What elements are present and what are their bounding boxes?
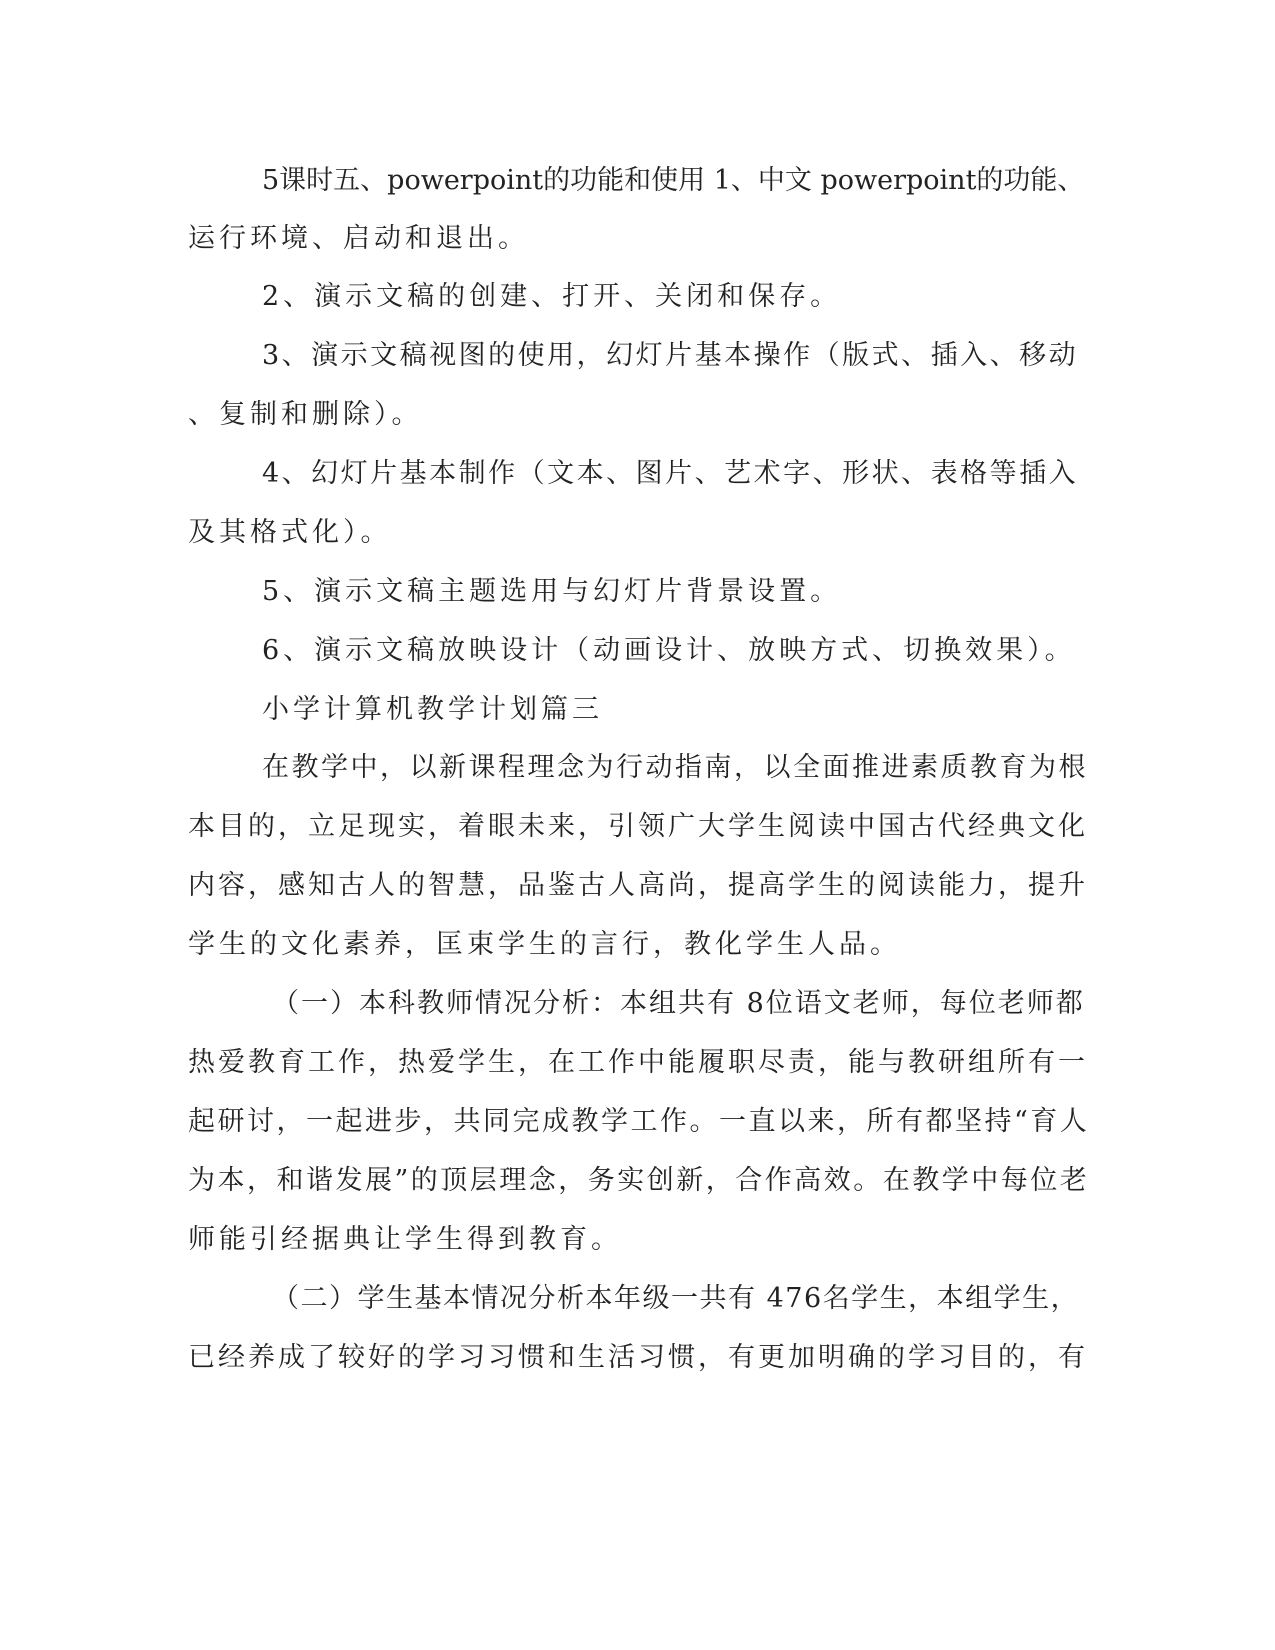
text-line: （一）本科教师情况分析：本组共有 8位语文老师，每位老师都 [272,988,1085,1019]
text-line: 师能引经据典让学生得到教育。 [188,1224,622,1255]
text-line: 3、演示文稿视图的使用，幻灯片基本操作（版式、插入、移动 [262,340,1079,371]
text-line: 5、演示文稿主题选用与幻灯片背景设置。 [262,576,842,607]
text-line: 已经养成了较好的学习习惯和生活习惯，有更加明确的学习目的，有 [188,1342,1088,1373]
text-line: 及其格式化）。 [188,517,392,548]
text-line: 学生的文化素养，匡束学生的言行，教化学生人品。 [188,929,901,960]
text-line: 在教学中，以新课程理念为行动指南，以全面推进素质教育为根 [262,752,1088,783]
text-line: 2、演示文稿的创建、打开、关闭和保存。 [262,281,842,312]
text-line: （二）学生基本情况分析本年级一共有 476名学生，本组学生， [272,1283,1080,1314]
text-line: 内容，感知古人的智慧，品鉴古人高尚，提高学生的阅读能力，提升 [188,870,1088,901]
section-heading: 小学计算机教学计划篇三 [262,694,603,725]
text-line: 、复制和删除）。 [188,399,423,430]
text-line: 热爱教育工作，热爱学生，在工作中能履职尽责，能与教研组所有一 [188,1047,1088,1078]
text-line: 运行环境、启动和退出。 [188,223,529,254]
text-line: 为本，和谐发展”的顶层理念，务实创新，合作高效。在教学中每位老 [188,1165,1090,1196]
text-line: 6、演示文稿放映设计（动画设计、放映方式、切换效果）。 [262,635,1076,666]
text-line: 起研讨，一起进步，共同完成教学工作。一直以来，所有都坚持“育人 [188,1106,1090,1137]
text-line: 5课时五、powerpoint的功能和使用 1、中文 powerpoint的功能、 [262,165,1085,196]
text-line: 本目的，立足现实，着眼未来，引领广大学生阅读中国古代经典文化 [188,811,1088,842]
text-line: 4、幻灯片基本制作（文本、图片、艺术字、形状、表格等插入 [262,458,1079,489]
